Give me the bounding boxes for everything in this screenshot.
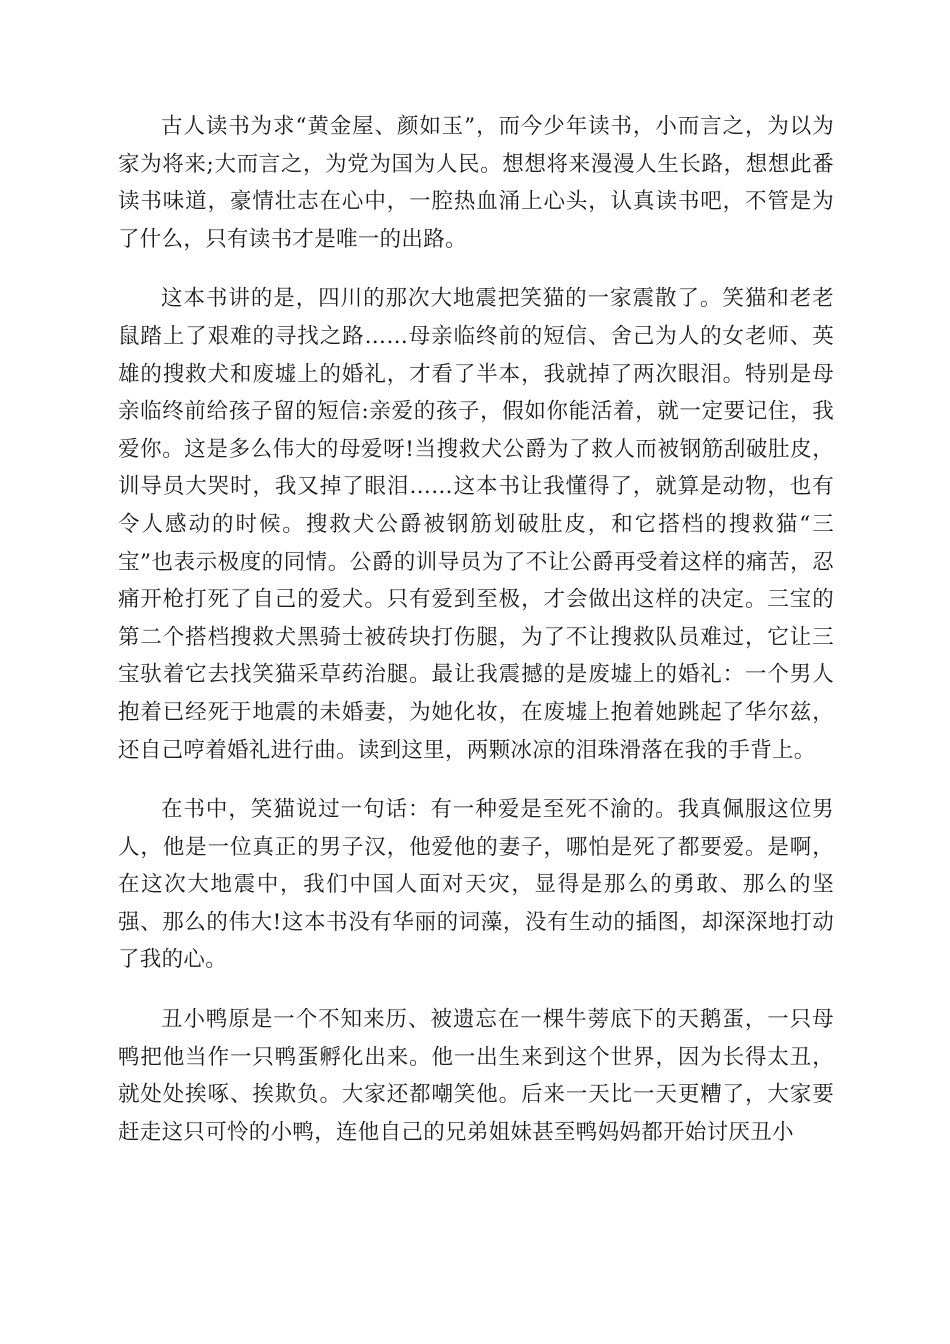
- paragraph-reading-purpose: 古人读书为求“黄金屋、颜如玉”，而今少年读书，小而言之，为以为家为将来;大而言之，为党为国为人民。想想将来漫漫人生长路，想想此番读书味道，豪情壮志在心中，一腔热血涌上心头，认真读书吧，不管是为了什么，只有读书才是唯一的出路。: [118, 114, 834, 252]
- document-body: [118, 108, 834, 1173]
- paragraph-ugly-duckling: 丑小鸭原是一个不知来历、被遗忘在一棵牛蒡底下的天鹅蛋，一只母鸭把他当作一只鸭蛋孵化出来。他一出生来到这个世界，因为长得太丑，就处处挨啄、挨欺负。大家还都嘲笑他。后来一天比一天更糟了，大家要赶走这只可怜的小鸭，连他自己的兄弟姐妹甚至鸭妈妈都开始讨厌丑小: [118, 1007, 834, 1145]
- paragraph-earthquake-story: 这本书讲的是，四川的那次大地震把笑猫的一家震散了。笑猫和老老鼠踏上了艰难的寻找之路……母亲临终前的短信、舍己为人的女老师、英雄的搜救犬和废墟上的婚礼，才看了半本，我就掉了两次眼泪。特别是母亲临终前给孩子留的短信:亲爱的孩子，假如你能活着，就一定要记住，我爱你。这是多么伟大的母爱呀!当搜救犬公爵为了救人而被钢筋刮破肚皮，训导员大哭时，我又掉了眼泪……这本书让我懂得了，就算是动物，也有令人感动的时候。搜救犬公爵被钢筋划破肚皮，和它搭档的搜救猫“三宝”也表示极度的同情。公爵的训导员为了不让公爵再受着这样的痛苦，忍痛开枪打死了自己的爱犬。只有爱到至极，才会做出这样的决定。三宝的第二个搭档搜救犬黑骑士被砖块打伤腿，为了不让搜救队员难过，它让三宝驮着它去找笑猫采草药治腿。最让我震撼的是废墟上的婚礼：一个男人抱着已经死于地震的未婚妻，为她化妆，在废墟上抱着她跳起了华尔兹，还自己哼着婚礼进行曲。读到这里，两颗冰凉的泪珠滑落在我的手背上。: [118, 286, 834, 763]
- paragraph-undying-love: 在书中，笑猫说过一句话：有一种爱是至死不渝的。我真佩服这位男人，他是一位真正的男子汉，他爱他的妻子，哪怕是死了都要爱。是啊，在这次大地震中，我们中国人面对天灾，显得是那么的勇敢、那么的坚强、那么的伟大!这本书没有华丽的词藻，没有生动的插图，却深深地打动了我的心。: [118, 797, 834, 973]
